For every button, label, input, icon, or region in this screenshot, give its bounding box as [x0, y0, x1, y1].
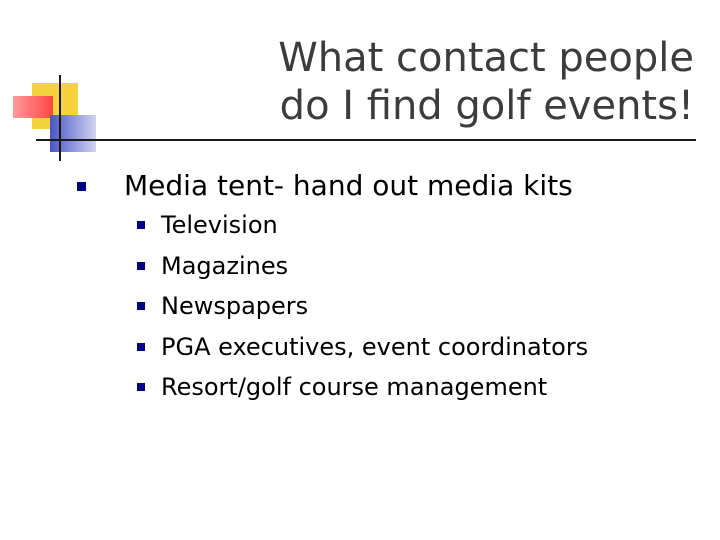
- sub-bullet-item: [137, 286, 588, 327]
- slide-title: [174, 34, 694, 130]
- decorative-vertical-line: [59, 75, 61, 161]
- sub-bullet-list: [137, 205, 588, 408]
- sub-bullet-text: Television: [161, 211, 278, 240]
- bullet-text: Media tent- hand out media kits: [124, 169, 573, 202]
- slide-title-line-2: do I find golf events!: [279, 83, 694, 129]
- title-underline: [36, 139, 696, 141]
- square-bullet-icon: [137, 262, 145, 270]
- square-bullet-icon: [137, 302, 145, 310]
- sub-bullet-text: Magazines: [161, 251, 289, 280]
- square-bullet-icon: [77, 182, 86, 191]
- square-bullet-icon: [137, 343, 145, 351]
- sub-bullet-item: [137, 246, 588, 287]
- sub-bullet-item: [137, 327, 588, 368]
- sub-bullet-text: Resort/golf course management: [161, 373, 548, 402]
- decorative-red-bar: [13, 96, 53, 118]
- square-bullet-icon: [137, 383, 145, 391]
- sub-bullet-item: [137, 367, 588, 408]
- square-bullet-icon: [137, 221, 145, 229]
- sub-bullet-text: PGA executives, event coordinators: [161, 332, 589, 361]
- sub-bullet-item: [137, 205, 588, 246]
- bullet-item: [77, 166, 573, 206]
- decorative-blue-square: [50, 115, 96, 152]
- slide-title-line-1: What contact people: [278, 35, 694, 81]
- sub-bullet-text: Newspapers: [161, 292, 309, 321]
